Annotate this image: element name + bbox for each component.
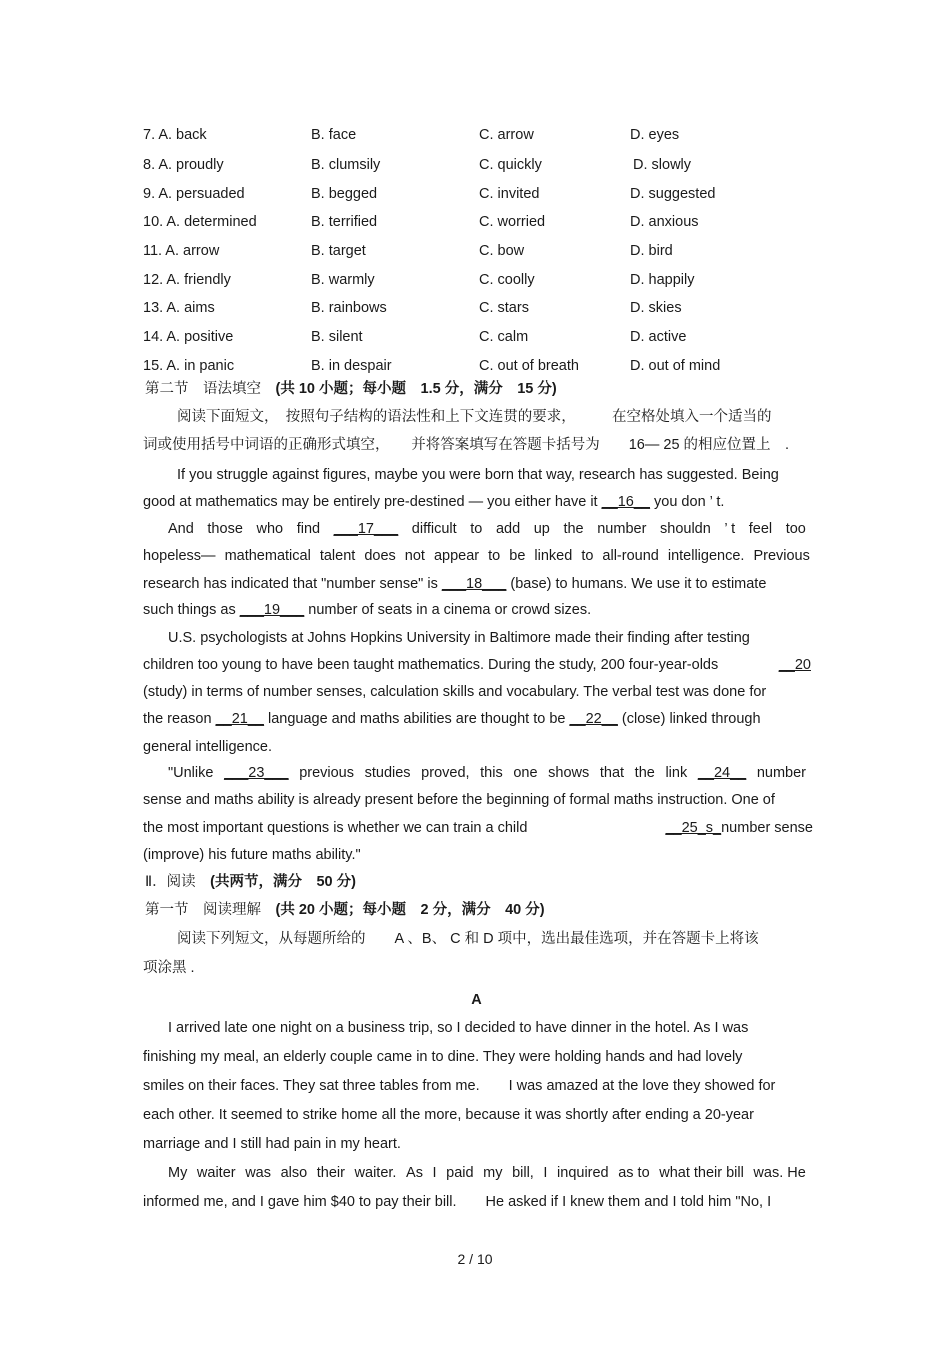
option-a: 14. A. positive [143,329,234,345]
word: link [665,765,688,781]
option-d: D. active [630,329,687,345]
word: feel [748,521,773,537]
passage-line: marriage and I still had pain in my heart. [143,1136,401,1152]
word: My [168,1165,188,1181]
passage-line [143,600,810,620]
word: too [785,521,806,537]
option-b: B. face [311,127,357,143]
passage-line: (study) in terms of number senses, calculation skills and vocabulary. The verbal test was done for [143,684,767,700]
passage-line: each other. It seemed to strike home all the more, because it was shortly after ending a 20-year [143,1107,754,1123]
option-d: D. happily [630,272,695,288]
option-d: D. skies [630,300,682,316]
word: studies [364,765,411,781]
option-row [143,155,823,175]
passage-line-justified [168,1163,806,1183]
word: shouldn [660,521,711,537]
option-row [143,125,823,145]
blank-20: __20 [778,657,811,673]
word: all-round [602,548,659,564]
passage-line: sense and maths ability is already present before the beginning of formal maths instruction. One of [143,792,775,808]
passage-line-justified [168,519,806,539]
part-heading [145,872,812,892]
word: what their bill [659,1165,744,1181]
word: And [168,521,194,537]
blank-19: ___19___ [239,602,305,618]
passage-line: informed me, and I gave him $40 to pay their bill. He asked if I knew them and I told him "No, I [143,1194,772,1210]
word: was. He [753,1165,806,1181]
passage-text: (base) to humans. We use it to estimate [506,576,767,592]
instruction-line: 词或使用括号中词语的正确形式填空， 并将答案填写在答题卡括号为 16— 25 的相应位置上 . [143,437,790,453]
option-c: C. arrow [479,127,534,143]
word: number [597,521,647,537]
blank-24: __24__ [697,765,747,781]
blank-18: ___18___ [441,576,507,592]
passage-text: number sense [721,820,813,836]
section-score-info: (共 20 小题；每小题 2 分，满分 40 分) [275,902,545,918]
option-b: B. in despair [311,358,392,374]
blank-17: ___17___ [333,521,399,537]
option-d: D. eyes [630,127,680,143]
option-a: 9. A. persuaded [143,186,245,202]
section-title: 第二节 语法填空 [145,381,276,397]
option-c: C. worried [479,214,546,230]
word: does [364,548,396,564]
option-c: C. invited [479,186,540,202]
passage-line: smiles on their faces. They sat three tables from me. I was amazed at the love they showed for [143,1078,776,1094]
word: intelligence. [667,548,745,564]
blank-22: __22__ [569,711,618,727]
option-b: B. target [311,243,366,259]
word: also [280,1165,308,1181]
option-a: 13. A. aims [143,300,215,316]
blank-23: ___23___ [224,765,289,781]
passage-line: general intelligence. [143,739,272,755]
option-a: 10. A. determined [143,214,257,230]
word: difficult [411,521,457,537]
word: my [483,1165,503,1181]
blank-25: __25_s_ [665,820,722,836]
word: up [533,521,550,537]
passage-text: language and maths abilities are thought to be [263,711,570,727]
word: their [316,1165,345,1181]
word: find [296,521,321,537]
instruction-line: 阅读下列短文，从每题所给的 A 、B、 C 和 D 项中，选出最佳选项，并在答题卡上将该 [177,931,759,947]
instruction-line: 项涂黑 . [143,960,195,976]
word: the [634,765,655,781]
option-b: B. silent [311,329,363,345]
word: shows [548,765,590,781]
passage-line [143,709,813,729]
option-row [143,270,823,290]
word: hopeless— [143,548,216,564]
option-row [143,212,823,232]
option-a: 11. A. arrow [143,243,220,259]
passage-line [143,492,810,512]
option-c: C. stars [479,300,529,316]
option-d: D. slowly [633,157,692,173]
blank-21: __21__ [215,711,264,727]
instruction-line: 阅读下面短文， 按照句子结构的语法性和上下文连贯的要求， 在空格处填入一个适当的 [177,409,772,425]
word: previous [299,765,354,781]
option-row [143,184,823,204]
word: mathematical [224,548,311,564]
passage-line: U.S. psychologists at Johns Hopkins University in Baltimore made their finding after testing [168,630,750,646]
passage-line: I arrived late one night on a business trip, so I decided to have dinner in the hotel. As I was [168,1020,749,1036]
passage-text: the most important questions is whether we can train a child [143,820,528,836]
word: As [406,1165,423,1181]
option-row [143,356,823,376]
word: that [599,765,625,781]
word: waiter. [354,1165,397,1181]
page-number: 2 / 10 [457,1251,493,1267]
word: be [509,548,526,564]
word: talent [319,548,356,564]
word: who [256,521,284,537]
word: those [207,521,243,537]
word: add [495,521,521,537]
word: number [756,765,806,781]
option-c: C. out of breath [479,358,579,374]
passage-line [143,655,813,675]
option-a: 7. A. back [143,127,207,143]
option-c: C. calm [479,329,529,345]
section-title: 第一节 阅读理解 [145,902,276,918]
passage-text: good at mathematics may be entirely pre-destined — you either have it [143,494,602,510]
part-title: Ⅱ．阅读 [145,874,211,890]
passage-text: children too young to have been taught mathematics. During the study, 200 four-year-olds [143,657,719,673]
word: proved, [421,765,470,781]
passage-text: research has indicated that "number sense" is [143,576,442,592]
section-heading [145,900,812,920]
section-heading [145,379,812,399]
option-row [143,241,823,261]
option-row [143,327,823,347]
option-d: D. bird [630,243,673,259]
passage-line: (improve) his future maths ability." [143,847,361,863]
passage-text: such things as [143,602,240,618]
word: I [432,1165,437,1181]
part-score-info: (共两节，满分 50 分) [210,874,356,890]
word: to [470,521,483,537]
option-row [143,298,823,318]
passage-line-justified [168,763,806,783]
word: Previous [753,548,810,564]
word: was [245,1165,271,1181]
word: ’ t [724,521,736,537]
passage-line: finishing my meal, an elderly couple came in to dine. They were holding hands and had lovely [143,1049,743,1065]
section-score-info: (共 10 小题；每小题 1.5 分，满分 15 分) [275,381,557,397]
word: to [581,548,594,564]
passage-line-justified [143,546,810,566]
option-b: B. rainbows [311,300,387,316]
word: waiter [196,1165,236,1181]
option-a: 12. A. friendly [143,272,231,288]
option-c: C. quickly [479,157,542,173]
passage-line [143,574,810,594]
word: inquired [557,1165,609,1181]
option-d: D. anxious [630,214,699,230]
word: linked [534,548,573,564]
passage-line [143,818,813,838]
word: the [563,521,584,537]
passage-text: (close) linked through [617,711,761,727]
option-c: C. bow [479,243,525,259]
word: as to [618,1165,650,1181]
option-b: B. clumsily [311,157,381,173]
option-c: C. coolly [479,272,535,288]
option-a: 15. A. in panic [143,358,235,374]
passage-text: number of seats in a cinema or crowd sizes. [304,602,592,618]
word: I [543,1165,548,1181]
passage-title: A [471,992,482,1008]
passage-text: you don ’ t. [650,494,725,510]
word: appear [433,548,480,564]
word: this [480,765,503,781]
option-d: D. out of mind [630,358,721,374]
option-d: D. suggested [630,186,716,202]
option-b: B. begged [311,186,378,202]
option-b: B. warmly [311,272,375,288]
word: "Unlike [168,765,214,781]
word: paid [446,1165,474,1181]
passage-text: the reason [143,711,216,727]
word: not [404,548,425,564]
passage-line: If you struggle against figures, maybe you were born that way, research has suggested. Being [177,467,779,483]
word: bill, [512,1165,534,1181]
word: to [488,548,501,564]
word: one [513,765,538,781]
option-b: B. terrified [311,214,378,230]
blank-16: __16__ [601,494,650,510]
option-a: 8. A. proudly [143,157,224,173]
